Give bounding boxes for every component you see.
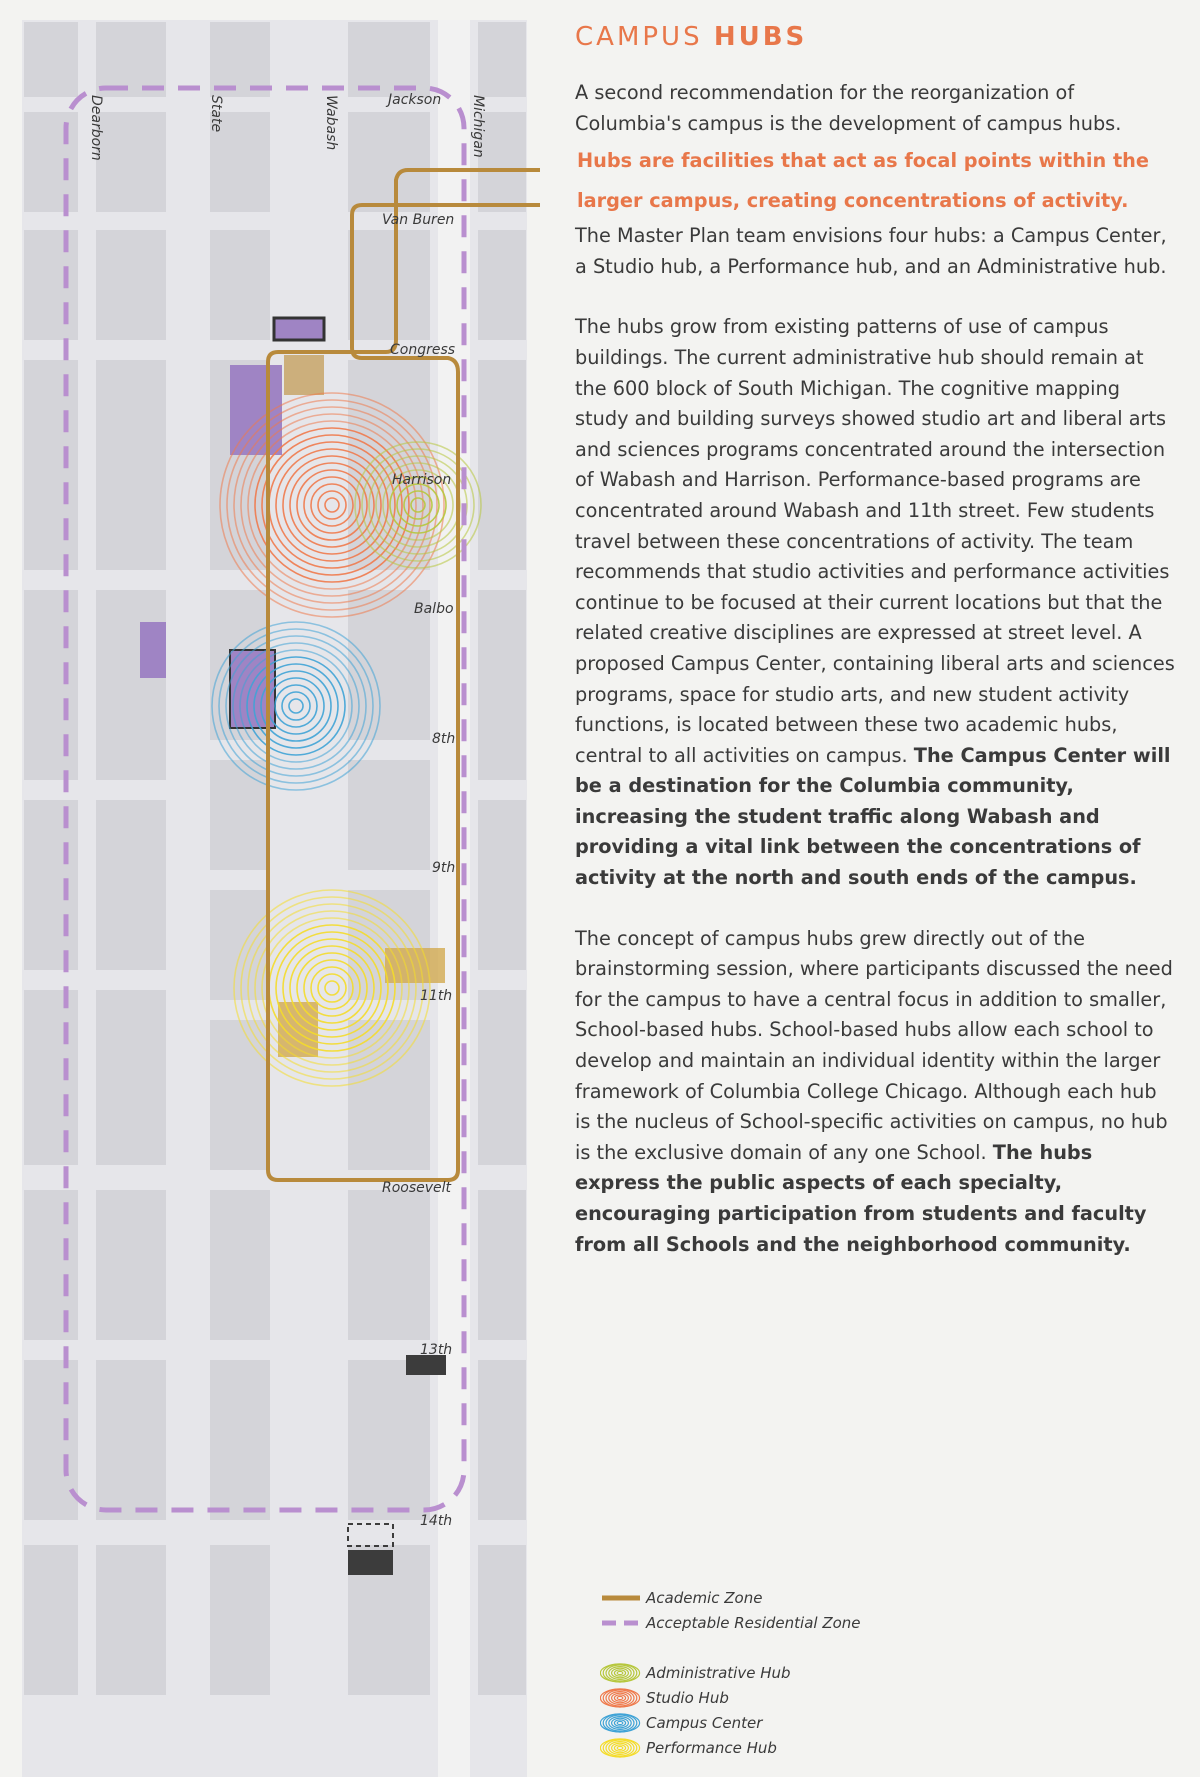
street-label-harrison: Harrison: [392, 472, 452, 488]
page-title: CAMPUS HUBS: [575, 22, 808, 52]
highlight-quote: Hubs are facilities that act as focal points within the larger campus, creating concentrations of activity.: [577, 149, 1149, 213]
street-label-9th: 9th: [432, 860, 456, 876]
street-label-wabash: Wabash: [323, 95, 339, 151]
legend-academic-zone: Academic Zone: [646, 1589, 763, 1607]
street-label-8th: 8th: [432, 731, 456, 747]
legend-performance-hub: Performance Hub: [600, 1738, 900, 1763]
legend-admin-hub: Administrative Hub: [600, 1663, 900, 1688]
map-legend: [600, 1588, 900, 1763]
street-label-congress: Congress: [390, 342, 456, 358]
legend-residential-zone: Acceptable Residential Zone: [646, 1614, 861, 1632]
street-label-jackson: Jackson: [388, 92, 442, 108]
campus-map: [0, 0, 540, 1777]
street-label-dearborn: Dearborn: [88, 95, 104, 161]
patterns-paragraph: The hubs grow from existing patterns of use of campus buildings. The current administrative hub should remain at the 600 block of South Michigan. The cognitive mapping study and building surveys showed studio art and liberal arts and sciences programs concentrated around the intersection of Wabash and Harrison. Performance-based programs are concentrated around Wabash and 11th street. Few students travel between these concentrations of activity. The team recommends that studio activities and performance activities continue to be focused at their current locations but that the related creative disciplines are expressed at street level. A proposed Campus Center, containing liberal arts and sciences programs, space for studio arts, and new student activity functions, is located between these two academic hubs, central to all activities on campus. The Campus Center will be a destination for the Columbia community, increasing the student traffic along Wabash and providing a vital link between the concentrations of activity at the north and south ends of the campus.: [575, 315, 1175, 890]
intro-paragraph: A second recommendation for the reorganization of Columbia's campus is the development of campus hubs.: [575, 81, 1122, 135]
street-label-roosevelt: Roosevelt: [382, 1180, 452, 1196]
street-label-11th: 11th: [420, 988, 453, 1004]
street-label-state: State: [208, 95, 224, 133]
legend-campus-center: Campus Center: [600, 1713, 900, 1738]
legend-studio-hub: Studio Hub: [600, 1688, 900, 1713]
street-label-van-buren: Van Buren: [382, 212, 455, 228]
concept-paragraph: The concept of campus hubs grew directly out of the brainstorming session, where participants discussed the need for the campus to have a central focus in addition to smaller, School-based hubs. School-based hubs allow each school to develop and maintain an individual identity within the larger framework of Columbia College Chicago. Although each hub is the nucleus of School-specific activities on campus, no hub is the exclusive domain of any one School. The hubs express the public aspects of each specialty, encouraging participation from students and faculty from all Schools and the neighborhood community.: [575, 926, 1173, 1256]
article: [575, 22, 1175, 1260]
street-label-14th: 14th: [420, 1513, 453, 1529]
hubs-paragraph: The Master Plan team envisions four hubs: a Campus Center, a Studio hub, a Performance hub, and an Administrative hub.: [575, 224, 1167, 278]
street-label-13th: 13th: [420, 1342, 453, 1358]
street-label-michigan: Michigan: [470, 95, 486, 158]
street-label-balbo: Balbo: [414, 601, 454, 617]
